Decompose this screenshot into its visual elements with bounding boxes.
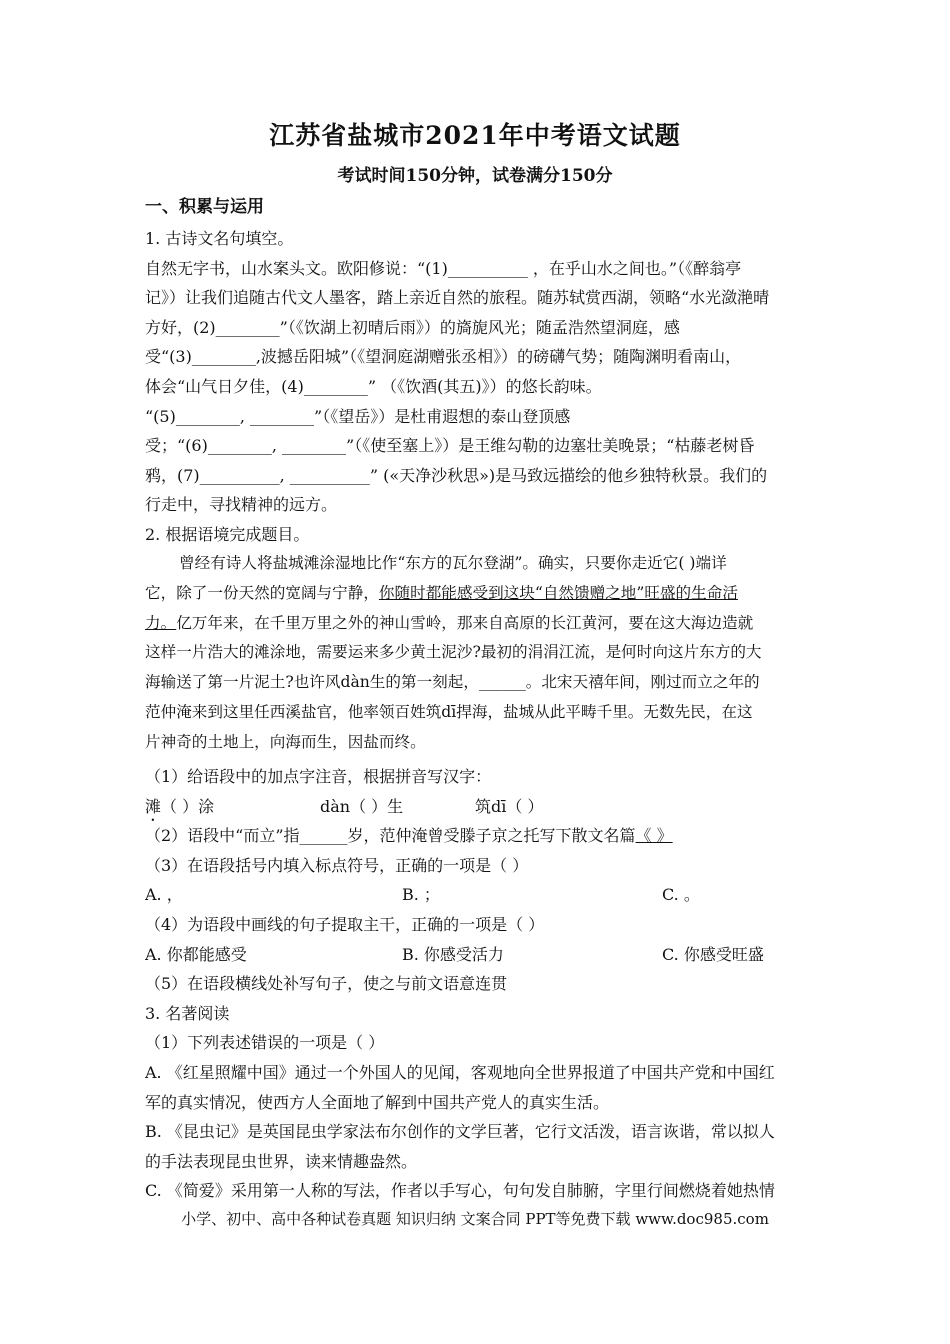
pinyin-item: dàn（ ）生	[320, 796, 404, 816]
text-line: 受；“(6)________, ________”（《使至塞上》）是王维勾勒的边塞壮美晚景；“枯藤老树昏	[145, 436, 755, 456]
option-a: A. 你都能感受	[145, 944, 247, 964]
text-line: 行走中，寻找精神的远方。	[145, 495, 338, 515]
options-row	[145, 940, 810, 970]
pinyin-item: 滩（ ）涂	[145, 792, 320, 822]
document-title: 江苏省盐城市2021年中考语文试题	[269, 121, 681, 150]
text-line: 方好，(2)________”（《饮湖上初晴后雨》）的旖旎风光；随孟浩然望洞庭，感	[145, 317, 680, 337]
option-c: C. 。	[662, 885, 700, 905]
question-1	[145, 224, 810, 550]
sub-question: （1）给语段中的加点字注音，根据拼音写汉字：	[145, 767, 492, 786]
text-line: 受“(3)________,波撼岳阳城”（《望洞庭湖赠张丞相》）的磅礴气势；随陶渊明看南山，	[145, 347, 742, 367]
pinyin-item: 筑dī（ ）	[475, 796, 544, 816]
options-row	[145, 880, 810, 910]
pinyin-row	[145, 792, 810, 822]
passage-line: 海输送了第一片泥土?也许风dàn生的第一刻起，______。北宋天禧年间，刚过而立之年的	[145, 673, 760, 692]
option-line: 的手法表现昆虫世界，读来情趣盎然。	[145, 1151, 418, 1171]
underlined-sentence: 你随时都能感受到这块“自然馈赠之地”旺盛的生命活	[378, 583, 738, 602]
option-line: 军的真实情况，使西方人全面地了解到中国共产党人的真实生活。	[145, 1092, 610, 1112]
option-line: B. 《昆虫记》是英国昆虫学家法布尔创作的文学巨著，它行文活泼，语言诙谐，常以拟人	[145, 1122, 775, 1142]
sub-question: （4）为语段中画线的句子提取主干，正确的一项是（ ）	[145, 914, 545, 934]
sub-question: （5）在语段横线处补写句子，使之与前文语意连贯	[145, 974, 508, 994]
passage-text: 它，除了一份天然的宽阔与宁静，	[145, 583, 379, 602]
reading-passage	[145, 549, 810, 758]
sub-question: （3）在语段括号内填入标点符号，正确的一项是（ ）	[145, 855, 529, 875]
question-heading: 3. 名著阅读	[145, 1003, 230, 1023]
text-line: “(5)________, ________”（《望岳》）是杜甫遐想的泰山登顶感	[145, 406, 571, 426]
passage-text: 亿万年来，在千里万里之外的神山雪岭，那来自高原的长江黄河，要在这大海边造就	[176, 613, 754, 632]
page-footer: 小学、初中、高中各种试卷真题 知识归纳 文案合同 PPT等免费下载 www.doc985.com	[181, 1210, 769, 1228]
exam-info: 考试时间150分钟，试卷满分150分	[337, 166, 613, 186]
text-line: 体会“山气日夕佳，(4)________” （《饮酒(其五)》）的悠长韵味。	[145, 376, 602, 396]
text-line: 记》）让我们追随古代文人墨客，踏上亲近自然的旅程。随苏轼赏西湖，领略“水光潋滟晴	[145, 288, 770, 308]
option-b: B. ；	[402, 885, 440, 905]
text-line: 鸦，(7)__________, __________” («天净沙秋思»)是马致远描绘的他乡独特秋景。我们的	[145, 465, 768, 485]
passage-line: 曾经有诗人将盐城滩涂湿地比作“东方的瓦尔登湖”。确实，只要你走近它( )端详	[179, 554, 727, 572]
option-a: A. ，	[145, 885, 183, 905]
sub-question: （2）语段中“而立”指______岁，范仲淹曾受滕子京之托写下散文名篇《 》	[145, 826, 673, 846]
passage-line: 片神奇的土地上，向海而生，因盐而终。	[145, 732, 426, 751]
question-2-parts	[145, 762, 810, 1206]
section-heading: 一、积累与运用	[145, 197, 264, 217]
passage-line	[145, 579, 810, 609]
question-heading: 2. 根据语境完成题目。	[145, 524, 310, 544]
blank-title: 《 》	[635, 826, 673, 846]
dotted-char: 滩	[145, 796, 162, 816]
sub-question: （1）下列表述错误的一项是（ ）	[145, 1033, 385, 1053]
passage-line: 范仲淹来到这里任西溪盐官，他率领百姓筑dī捍海，盐城从此平畴千里。无数先民，在这	[145, 702, 753, 721]
passage-line	[145, 609, 810, 639]
option-line: C. 《简爱》采用第一人称的写法，作者以手写心，句句发自肺腑，字里行间燃烧着她热情	[145, 1181, 775, 1201]
passage-line: 这样一片浩大的滩涂地，需要运来多少黄土泥沙?最初的涓涓江流，是何时向这片东方的大	[145, 643, 762, 662]
option-line: A. 《红星照耀中国》通过一个外国人的见闻，客观地向全世界报道了中国共产党和中国红	[145, 1062, 775, 1082]
question-heading: 1. 古诗文名句填空。	[145, 229, 294, 248]
text-line: 自然无字书，山水案头文。欧阳修说：“(1)__________ ，在乎山水之间也。”（《醉翁亭	[145, 258, 742, 278]
option-b: B. 你感受活力	[402, 944, 504, 964]
option-c: C. 你感受旺盛	[662, 944, 764, 964]
underlined-sentence-end: 力。	[145, 613, 177, 632]
